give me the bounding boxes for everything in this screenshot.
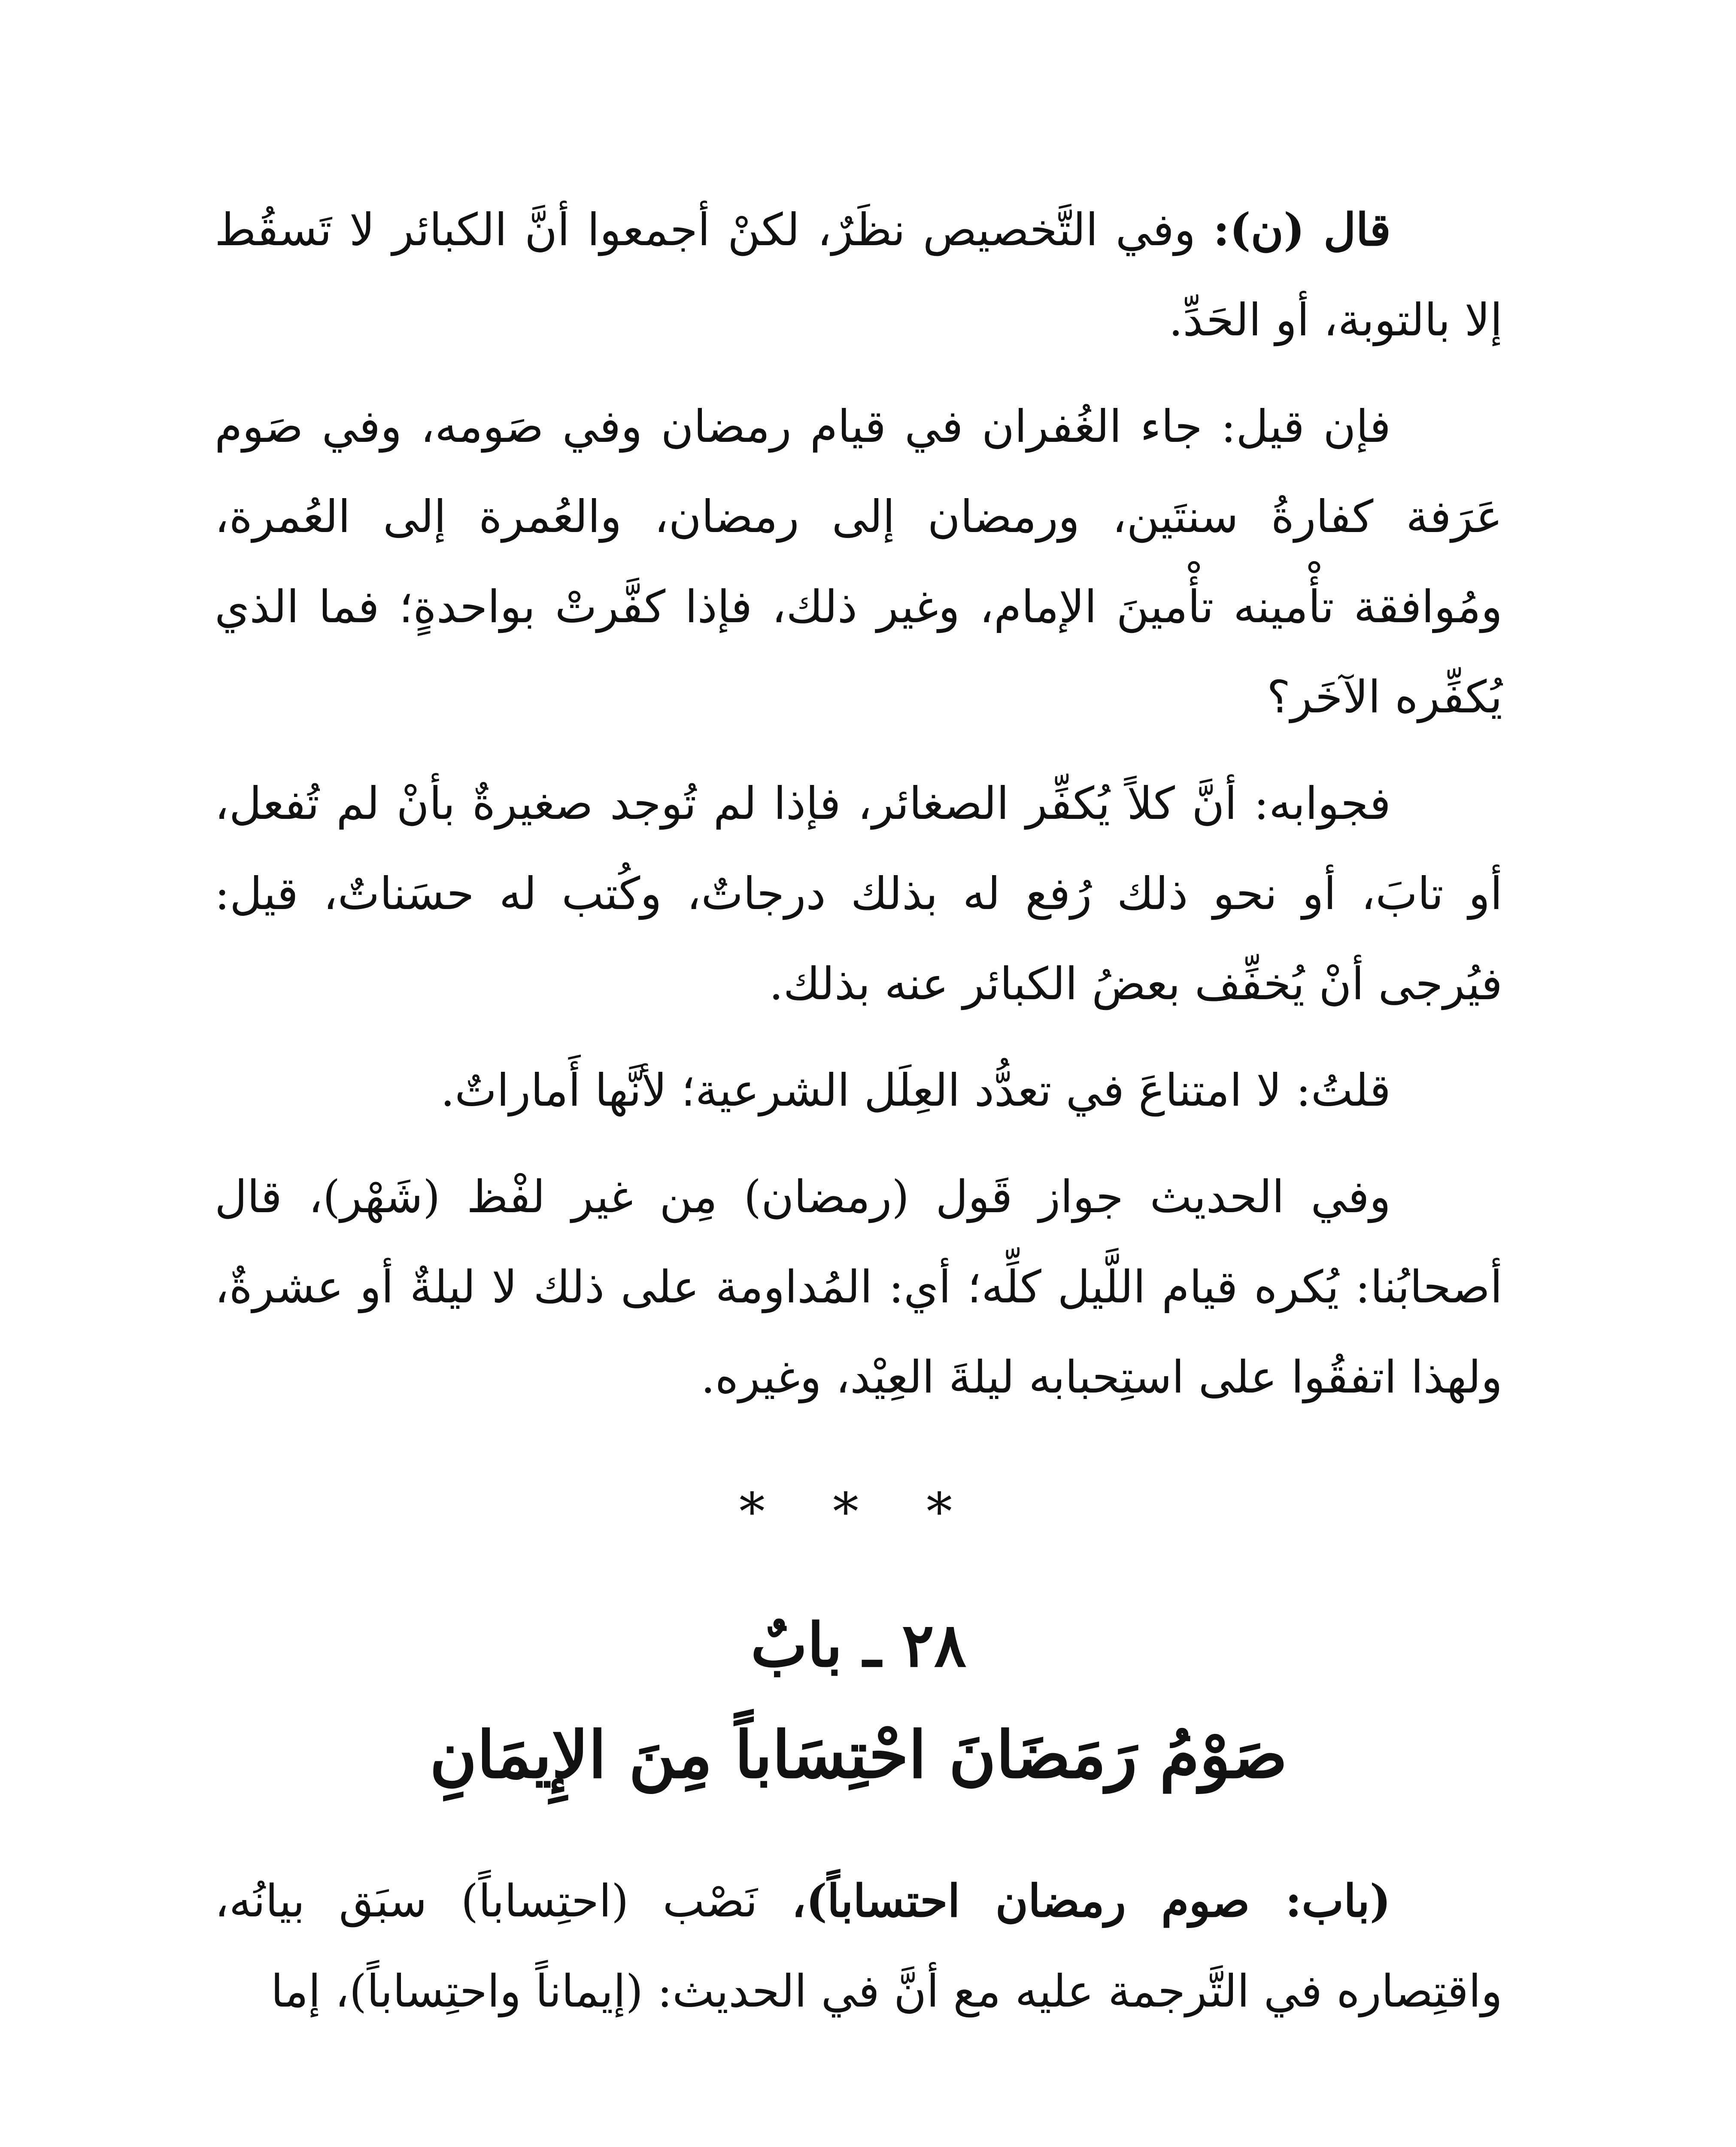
paragraph-1-text: وفي التَّخصيص نظَرٌ، لكنْ أجمعوا أنَّ الكبائر لا تَسقُط إلا بالتوبة، أو الحَدِّ. (215, 204, 1502, 346)
paragraph-2-text: فإن قيل: جاء الغُفران في قيام رمضان وفي صَومه، وفي صَوم عَرَفة كفارةُ سنتَين، ورمضان إلى رمضان، والعُمرة إلى العُمرة، ومُوافقة تأْمينه تأْمينَ الإمام، وغير ذلك، فإذا كفَّرتْ بواحدةٍ؛ فما الذي يُكفِّره الآخَر؟ (215, 400, 1502, 723)
paragraph-5 (215, 1152, 1502, 1422)
chapter-title: صَوْمُ رَمَضَانَ احْتِسَاباً مِنَ الإِيمَانِ (429, 1717, 1288, 1793)
page-body (215, 185, 1502, 2147)
chapter-number: ٢٨ ـ بابٌ (750, 1610, 967, 1681)
closing-paragraph (215, 1856, 1502, 2036)
closing-paragraph-text: نَصْب (احتِساباً) سبَق بيانُه، واقتِصاره في التَّرجمة عليه مع أنَّ في الحديث: (إيماناً واحتِساباً)، إما (215, 1875, 1502, 2017)
paragraph-4-text: قلتُ: لا امتناعَ في تعدُّد العِلَل الشرعية؛ لأنَّها أَماراتٌ. (440, 1064, 1391, 1116)
paragraph-1-lead: قال (ن): (1213, 203, 1391, 256)
paragraph-3-text: فجوابه: أنَّ كلاً يُكفِّر الصغائر، فإذا لم تُوجد صغيرةٌ بأنْ لم تُفعل، أو تابَ، أو نحو ذلك رُفع له بذلك درجاتٌ، وكُتب له حسَناتٌ، قيل: فيُرجى أنْ يُخفِّف بعضُ الكبائر عنه بذلك. (215, 777, 1502, 1010)
paragraph-4 (215, 1045, 1502, 1135)
paragraph-1 (215, 185, 1502, 365)
paragraph-2 (215, 381, 1502, 742)
paragraph-3 (215, 758, 1502, 1029)
section-separator: * * * (739, 1482, 978, 1542)
closing-paragraph-lead: (باب: صوم رمضان احتساباً)، (792, 1874, 1391, 1927)
paragraph-5-text: وفي الحديث جواز قَول (رمضان) مِن غير لفْظ (شَهْر)، قال أصحابُنا: يُكره قيام اللَّيل كلِّه؛ أي: المُداومة على ذلك لا ليلةٌ أو عشرةٌ، ولهذا اتفقُوا على استِحبابه ليلةَ العِيْد، وغيره. (215, 1171, 1502, 1403)
